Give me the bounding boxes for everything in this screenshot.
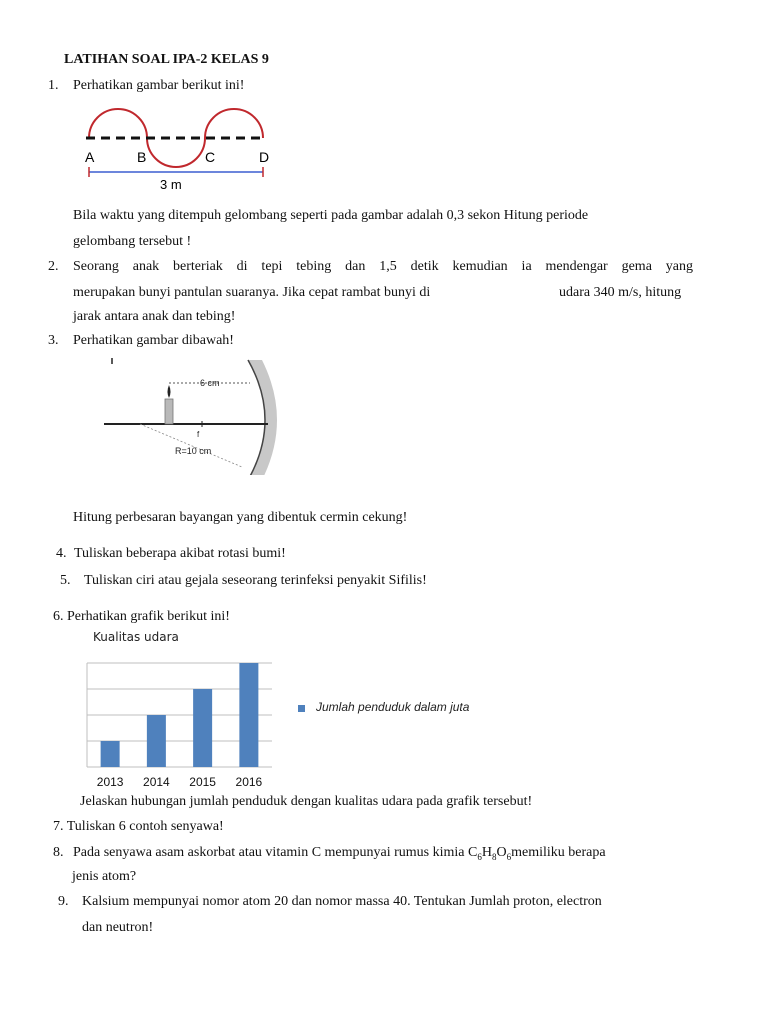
tick-label-2013: 2013 [96, 775, 124, 789]
q9-line-2: dan neutron! [82, 920, 154, 935]
tick-label-2014: 2014 [143, 775, 170, 789]
question-text: Perhatikan gambar dibawah! [73, 333, 234, 348]
question-4 [56, 546, 286, 562]
formula-part: H [481, 845, 492, 860]
question-3 [48, 333, 234, 349]
q1-line-1: Bila waktu yang ditempuh gelombang seperti pada gambar adalah 0,3 sekon Hitung periode [73, 208, 589, 223]
question-text: Tuliskan beberapa akibat rotasi bumi! [74, 546, 286, 561]
wave-label-a: A [85, 149, 95, 165]
question-number: 9. [58, 894, 69, 909]
wave-figure [80, 104, 280, 194]
q2-line-2b: udara 340 m/s, hitung [559, 285, 682, 300]
wave-label-d: D [259, 149, 270, 165]
q6-ask: Jelaskan hubungan jumlah penduduk dengan kualitas udara pada grafik tersebut! [80, 794, 533, 809]
question-number: 8. [53, 845, 64, 860]
bar-2014 [147, 715, 166, 767]
page-title: LATIHAN SOAL IPA-2 KELAS 9 [64, 52, 269, 67]
question-5 [60, 573, 427, 589]
bar-2013 [101, 741, 120, 767]
concave-mirror-icon [248, 360, 277, 475]
tick-label-2015: 2015 [189, 775, 216, 789]
formula-sub: 6 [506, 851, 512, 862]
question-text-end: memiliku berapa [511, 845, 606, 860]
bar-2016 [239, 663, 258, 767]
question-6 [53, 609, 230, 625]
focus-label: f [197, 430, 200, 439]
question-2 [48, 259, 73, 275]
bar-2015 [193, 689, 212, 767]
formula-part: O [496, 845, 507, 860]
question-number: 2. [48, 259, 59, 274]
radius-label: R=10 cm [175, 446, 212, 456]
question-number: 5. [60, 573, 71, 588]
question-text: Pada senyawa asam askorbat atau vitamin C mempunyai rumus kimia C [73, 845, 478, 860]
question-number: 7. [53, 819, 64, 834]
q2-line-2a: merupakan bunyi pantulan suaranya. Jika cepat rambat bunyi di [73, 285, 431, 300]
question-9 [58, 894, 602, 910]
bar-chart [60, 625, 540, 795]
question-number: 4. [56, 546, 67, 561]
question-text: Perhatikan gambar berikut ini! [73, 78, 245, 93]
question-text: Kalsium mempunyai nomor atom 20 dan nomor massa 40. Tentukan Jumlah proton, electron [82, 894, 602, 909]
question-number: 6. [53, 609, 64, 624]
mirror-figure [100, 355, 280, 475]
flame-icon [168, 385, 171, 398]
tick-label-2016: 2016 [235, 775, 263, 789]
q8-line-2: jenis atom? [72, 869, 137, 884]
q2-line-3: jarak antara anak dan tebing! [73, 309, 236, 324]
question-number: 3. [48, 333, 59, 348]
question-text: Perhatikan grafik berikut ini! [67, 609, 230, 624]
question-1 [48, 78, 244, 94]
chart-ticks [97, 775, 263, 789]
formula-sub: 6 [477, 851, 482, 862]
wave-label-c: C [205, 149, 216, 165]
wave-label-b: B [137, 149, 147, 165]
chart-title: Kualitas udara [93, 630, 179, 644]
question-text: Tuliskan 6 contoh senyawa! [66, 819, 224, 834]
length-label: 3 m [160, 177, 182, 192]
q3-ask: Hitung perbesaran bayangan yang dibentuk cermin cekung! [73, 510, 408, 525]
q1-line-2: gelombang tersebut ! [73, 234, 192, 249]
legend-swatch [298, 705, 305, 712]
question-number: 1. [48, 78, 59, 93]
question-8 [53, 845, 606, 862]
question-7 [53, 819, 224, 835]
candle-icon [165, 399, 173, 424]
formula-sub: 8 [491, 851, 497, 862]
q2-line-1: Seorang anak berteriak di tepi tebing dan 1,5 detik kemudian ia mendengar gema yang [73, 259, 693, 274]
distance-label: 6 cm [200, 378, 220, 388]
legend-label: Jumlah penduduk dalam juta [316, 700, 470, 714]
question-text: Tuliskan ciri atau gejala seseorang terinfeksi penyakit Sifilis! [84, 573, 427, 588]
